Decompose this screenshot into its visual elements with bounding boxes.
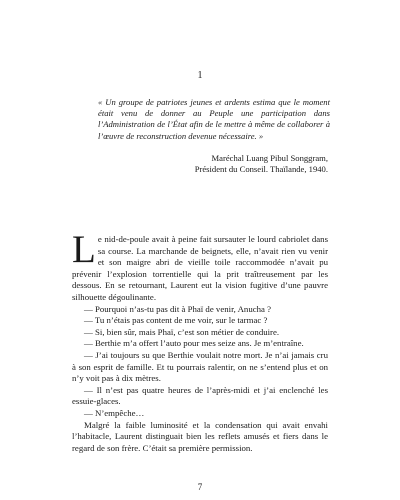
page-number: 7 [197, 482, 203, 492]
drop-cap: L [72, 228, 96, 271]
first-paragraph [72, 228, 328, 304]
epigraph-attribution [195, 153, 328, 175]
paragraph: — Si, bien sûr, mais Phaï, c’est son métier de conduire. [84, 326, 280, 337]
paragraph: — Pourquoi n’as-tu pas dit à Phaï de venir, Anucha ? [84, 303, 272, 314]
epigraph-author: Maréchal Luang Pibul Songgram, [211, 153, 328, 163]
paragraph: — Il n’est pas quatre heures de l’après-midi et j’ai enclenché les essuie-glaces. [72, 384, 328, 407]
first-paragraph-text: e nid-de-poule avait à peine fait sursauter le lourd cabriolet dans sa course. La marchande de beignets, elle, n’avait rien vu venir et son maigre abri de vieille toile raccommodée n’avait pu prévenir l’explosion torrentielle qui la prit traîtreusement par les dessous. En se retournant, Laurent eut la vision fugitive d’une pauvre silhouette dégoulinante. [72, 234, 328, 302]
epigraph-quote: « Un groupe de patriotes jeunes et ardents estima que le moment était venu de donner au Peuple une participation dans l’Administration de l’État afin de le mettre à même de collaborer à l’œuvre de reconstruction devenue nécessaire. » [98, 97, 330, 141]
paragraph: Malgré la faible luminosité et la condensation qui avait envahi l’habitacle, Laurent distinguait bien les reflets amusés et fiers dans le regard de son frère. C’était sa première permission. [72, 419, 328, 453]
paragraph: — Tu n’étais pas content de me voir, sur le tarmac ? [84, 315, 268, 326]
epigraph-source: Président du Conseil. Thaïlande, 1940. [194, 164, 328, 175]
paragraph: — Berthie m’a offert l’auto pour mes seize ans. Je m’entraîne. [84, 338, 304, 349]
paragraph: — N’empêche… [84, 407, 145, 418]
paragraph: — J’ai toujours su que Berthie voulait notre mort. Je n’ai jamais cru à son esprit de famille. Et tu pourrais ralentir, on ne s’entend plus et on n’y voit pas à dix mètres. [72, 349, 328, 384]
chapter-body [72, 228, 328, 454]
chapter-number: 1 [197, 70, 203, 81]
